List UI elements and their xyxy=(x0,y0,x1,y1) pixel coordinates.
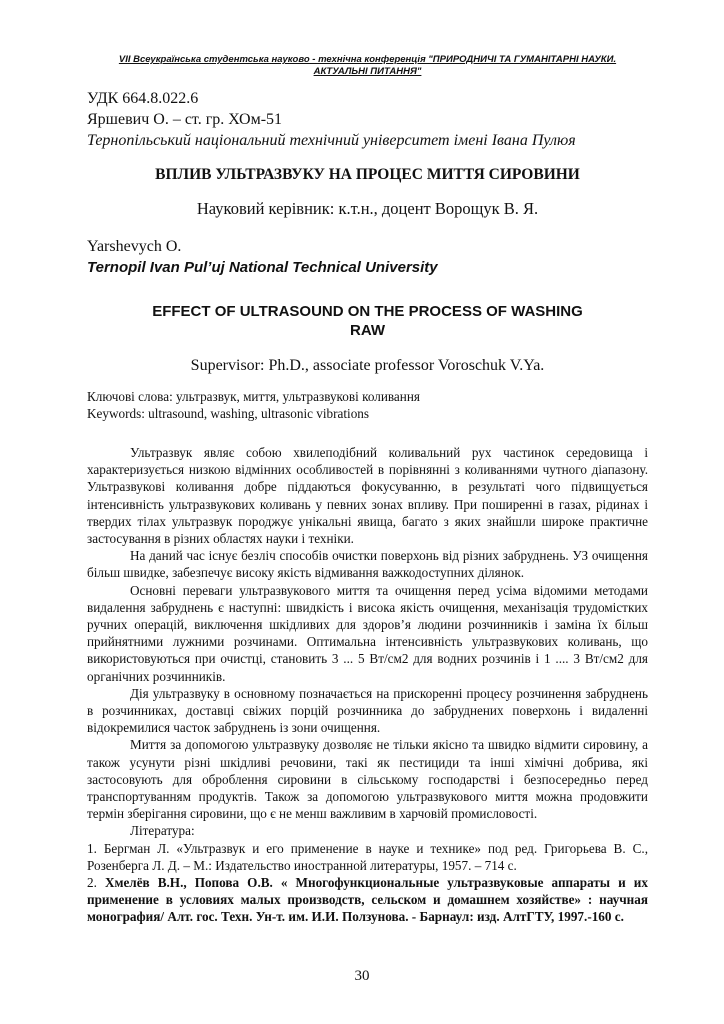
paper-title-en-line2: RAW xyxy=(350,322,385,339)
author-ua: Яршевич О. – ст. гр. ХОм-51 xyxy=(87,111,283,128)
supervisor-en: Supervisor: Ph.D., associate professor Voroschuk V.Ya. xyxy=(190,357,545,374)
reference-number: 2. xyxy=(87,875,105,891)
institution-en: Ternopil Ivan Pul’uj National Technical University xyxy=(87,259,438,276)
references-title: Література: xyxy=(130,823,195,839)
body-paragraph: Дія ультразвуку в основному позначається на прискоренні процесу розчинення забруднень в розчинниках, доставці свіжих порцій розчинника до забруднених поверхонь і видаленні відокремилися часток забруднень із зони очищення. xyxy=(87,685,648,736)
institution-ua: Тернопільський національний технічний університет імені Івана Пулюя xyxy=(87,132,576,149)
paper-title-en xyxy=(87,302,648,340)
body-paragraph: На даний час існує безліч способів очистки поверхонь від різних забруднень. УЗ очищення більш швидке, забезпечує високу якість відмивання важкодоступних ділянок. xyxy=(87,548,648,581)
supervisor-ua: Науковий керівник: к.т.н., доцент Ворощук В. Я. xyxy=(196,199,539,218)
conference-header-line2: АКТУАЛЬНІ ПИТАННЯ" xyxy=(313,66,422,77)
conference-header xyxy=(87,0,648,78)
paper-title-en-line1: EFFECT OF ULTRASOUND ON THE PROCESS OF WASHING xyxy=(152,303,583,320)
keywords-en: Keywords: ultrasound, washing, ultrasonic vibrations xyxy=(87,406,370,421)
keywords-block xyxy=(87,388,648,422)
reference-item: 1. Бергман Л. «Ультразвук и его применение в науке и технике» под ред. Григорьева В. С., Розенберга Л. Д. – М.: Издательство иностранной литературы, 1957. – 714 с. xyxy=(87,840,648,873)
body-text xyxy=(87,444,648,926)
reference-text: Хмелёв В.Н., Попова О.В. « Многофункциональные ультразвуковые аппараты и их применение в условиях малых производств, сельском и домашнем хозяйстве» : научная монография/ Алт. гос. Техн. Ун-т. им. И.И. Ползунова. - Барнаул: изд. АлтГТУ, 1997.-160 с. xyxy=(87,875,648,925)
paper-title-ua: ВПЛИВ УЛЬТРАЗВУКУ НА ПРОЦЕС МИТТЯ СИРОВИНИ xyxy=(155,166,580,183)
conference-header-line1: VII Всеукраїнська студентська науково - технічна конференція "ПРИРОДНИЧІ ТА ГУМАНІТАРНІ НАУКИ. xyxy=(118,54,617,65)
reference-item xyxy=(87,874,648,926)
body-paragraph: Основні переваги ультразвукового миття та очищення перед усіма відомими методами видалення забруднень є наступні: швидкість і висока якість очищення, механізація трудомістких ручних операцій, виключення шкідливих для здоров’я людини розчинників і заміна їх більш прийнятними лужними розчинами. Оптимальна інтенсивність ультразвукових коливань, що використовуються при очистці, становить 3 ... 5 Вт/см2 для водних розчинів і 1 .... 3 Вт/см2 для органічних розчинників. xyxy=(87,582,648,684)
udk-code: УДК 664.8.022.6 xyxy=(87,90,199,107)
body-paragraph: Ультразвук являє собою хвилеподібний коливальний рух частинок середовища і характеризується низкою відмінних особливостей в порівнянні з коливаннями чутного діапазону. Ультразвукові коливання добре піддаються фокусуванню, в результаті чого підвищується інтенсивність ультразвукових коливань у певних зонах впливу. При поширенні в газах, рідинах і твердих тілах ультразвук породжує унікальні явища, багато з яких знайшли широке практичне застосування в різних областях науки і техніки. xyxy=(87,445,648,547)
author-en: Yarshevych O. xyxy=(87,238,182,255)
page-number: 30 xyxy=(354,968,370,984)
keywords-ua: Ключові слова: ультразвук, миття, ультразвукові коливання xyxy=(87,389,420,404)
body-paragraph: Миття за допомогою ультразвуку дозволяє не тільки якісно та швидко відмити сировину, а також усунути різні шкідливі речовини, такі як пестициди та інші хімічні добрива, які застосовують для оброблення сировини в сільському господарстві і безпосередньо перед транспортуванням продуктів. Також за допомогою ультразвукового миття можна продовжити термін зберігання сировини, що є не менш важливим в харчовій промисловості. xyxy=(87,737,648,822)
